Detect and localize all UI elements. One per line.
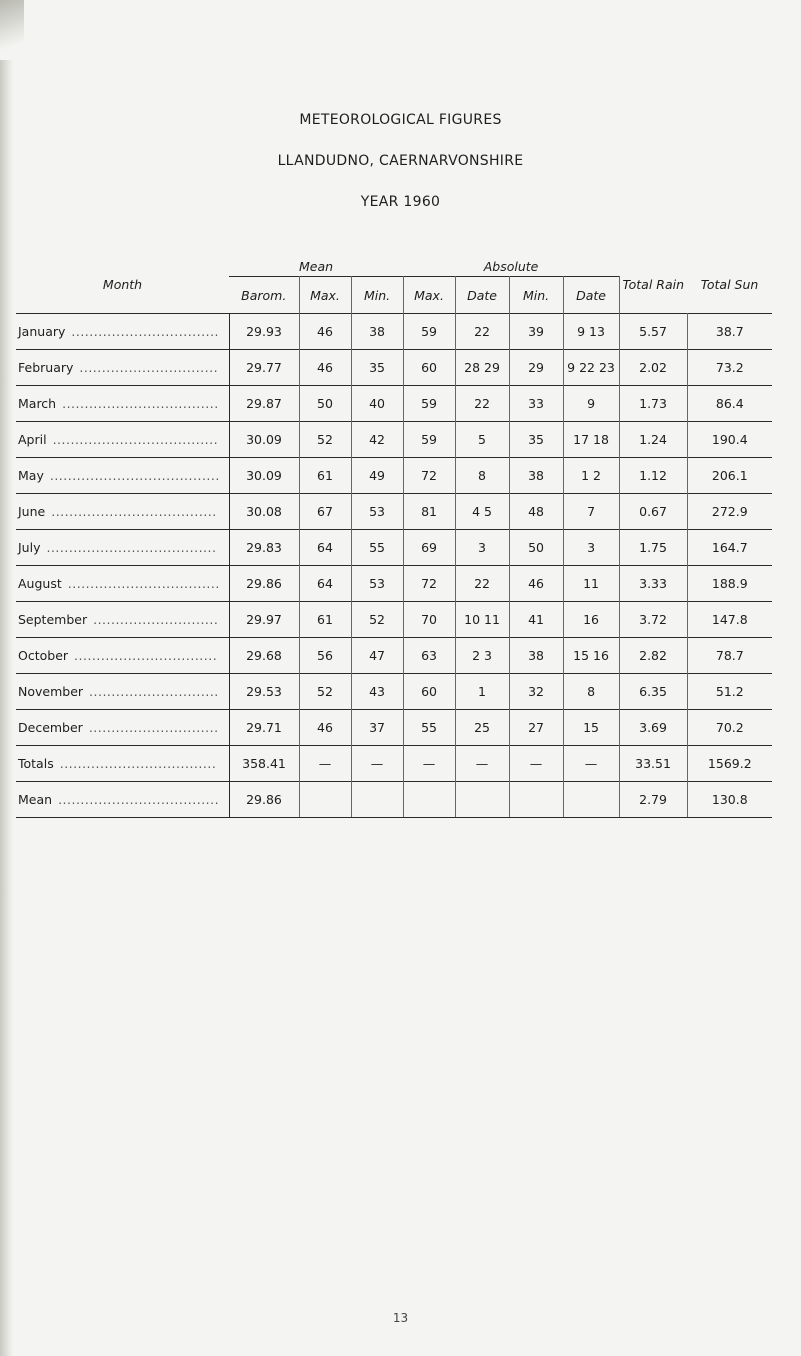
sun-cell: 130.8 — [687, 782, 772, 818]
date2-cell: 11 — [563, 566, 619, 602]
sun-cell: 78.7 — [687, 638, 772, 674]
mean-max-header: Max. — [299, 277, 351, 314]
min-cell: 53 — [351, 566, 403, 602]
month-cell — [16, 386, 229, 422]
abs_min-cell: 33 — [509, 386, 563, 422]
date-cell: — — [455, 746, 509, 782]
sun-cell: 70.2 — [687, 710, 772, 746]
abs_min-cell: 50 — [509, 530, 563, 566]
date-cell: 4 5 — [455, 494, 509, 530]
date2-cell: 1 2 — [563, 458, 619, 494]
max-cell: 67 — [299, 494, 351, 530]
month-cell — [16, 350, 229, 386]
leader-dots: ................................ — [74, 648, 218, 663]
sun-cell: 51.2 — [687, 674, 772, 710]
abs_min-cell: 27 — [509, 710, 563, 746]
abs_max-cell: 60 — [403, 350, 455, 386]
rain-cell: 1.24 — [619, 422, 687, 458]
rain-cell: 2.82 — [619, 638, 687, 674]
month-label: February — [18, 360, 74, 375]
date2-cell: 9 22 23 — [563, 350, 619, 386]
abs_max-cell: 59 — [403, 386, 455, 422]
leader-dots: .................................. — [67, 576, 220, 591]
leader-dots: ...................................... — [46, 540, 217, 555]
max-cell — [299, 782, 351, 818]
min-cell: 55 — [351, 530, 403, 566]
sun-cell: 164.7 — [687, 530, 772, 566]
abs_min-cell: 39 — [509, 314, 563, 350]
max-cell: 61 — [299, 602, 351, 638]
abs_min-cell: — — [509, 746, 563, 782]
barom-cell: 29.86 — [229, 782, 299, 818]
leader-dots: ............................ — [93, 612, 219, 627]
month-label: June — [18, 504, 46, 519]
abs_max-cell: 55 — [403, 710, 455, 746]
date2-cell: 16 — [563, 602, 619, 638]
rain-cell: 5.57 — [619, 314, 687, 350]
min-cell: 53 — [351, 494, 403, 530]
max-cell: 52 — [299, 674, 351, 710]
abs_min-cell: 38 — [509, 458, 563, 494]
min-cell: 42 — [351, 422, 403, 458]
total-rain-header: Total Rain — [622, 277, 685, 292]
date-cell: 2 3 — [455, 638, 509, 674]
min-cell: 52 — [351, 602, 403, 638]
total-sun-header: Total Sun — [700, 277, 759, 292]
barom-cell: 29.77 — [229, 350, 299, 386]
table-body — [16, 314, 772, 818]
abs_min-cell: 32 — [509, 674, 563, 710]
date-cell: 8 — [455, 458, 509, 494]
barom-cell: 29.97 — [229, 602, 299, 638]
abs-min-header: Min. — [509, 277, 563, 314]
month-label: July — [18, 540, 41, 555]
table-row — [16, 350, 772, 386]
table-row — [16, 314, 772, 350]
abs_min-cell: 41 — [509, 602, 563, 638]
abs_max-cell: 63 — [403, 638, 455, 674]
table-row — [16, 530, 772, 566]
mean-group-header: Mean — [298, 258, 334, 274]
date2-cell: 15 16 — [563, 638, 619, 674]
min-cell: 49 — [351, 458, 403, 494]
min-cell: 37 — [351, 710, 403, 746]
month-cell — [16, 602, 229, 638]
month-label: May — [18, 468, 44, 483]
leader-dots: ............................. — [89, 684, 219, 699]
date2-cell — [563, 782, 619, 818]
month-cell — [16, 746, 229, 782]
month-label: Mean — [18, 792, 53, 807]
table-row — [16, 746, 772, 782]
barom-cell: 29.68 — [229, 638, 299, 674]
barom-cell: 29.53 — [229, 674, 299, 710]
month-cell — [16, 530, 229, 566]
rain-cell: 3.33 — [619, 566, 687, 602]
location-subtitle: LLANDUDNO, CAERNARVONSHIRE — [277, 153, 524, 169]
meteorological-table — [16, 256, 772, 818]
leader-dots: ..................................... — [52, 432, 219, 447]
abs_min-cell: 48 — [509, 494, 563, 530]
date-cell: 25 — [455, 710, 509, 746]
date2-cell: — — [563, 746, 619, 782]
barom-cell: 30.09 — [229, 458, 299, 494]
month-cell — [16, 314, 229, 350]
barom-cell: 29.86 — [229, 566, 299, 602]
abs_max-cell: 59 — [403, 422, 455, 458]
max-cell: 52 — [299, 422, 351, 458]
date2-cell: 15 — [563, 710, 619, 746]
month-label: September — [18, 612, 88, 627]
table-row — [16, 494, 772, 530]
date-cell: 28 29 — [455, 350, 509, 386]
abs_min-cell: 46 — [509, 566, 563, 602]
abs-min-date-header: Date — [563, 277, 619, 314]
abs_max-cell: 72 — [403, 566, 455, 602]
barom-cell: 30.08 — [229, 494, 299, 530]
abs_max-cell: 81 — [403, 494, 455, 530]
max-cell: 56 — [299, 638, 351, 674]
barom-cell: 29.87 — [229, 386, 299, 422]
table-row — [16, 710, 772, 746]
date-cell: 1 — [455, 674, 509, 710]
table-row — [16, 566, 772, 602]
abs_max-cell: — — [403, 746, 455, 782]
month-label: January — [18, 324, 66, 339]
date2-cell: 8 — [563, 674, 619, 710]
table-row — [16, 386, 772, 422]
max-cell: 46 — [299, 710, 351, 746]
abs_min-cell: 38 — [509, 638, 563, 674]
date-cell: 10 11 — [455, 602, 509, 638]
max-cell: 50 — [299, 386, 351, 422]
max-cell: — — [299, 746, 351, 782]
date-cell: 22 — [455, 566, 509, 602]
abs-max-header: Max. — [403, 277, 455, 314]
abs_min-cell — [509, 782, 563, 818]
max-cell: 64 — [299, 530, 351, 566]
table-row — [16, 458, 772, 494]
rain-cell: 0.67 — [619, 494, 687, 530]
min-cell: 40 — [351, 386, 403, 422]
page-number: 13 — [392, 1311, 409, 1325]
leader-dots: ............................. — [88, 720, 219, 735]
table-row — [16, 674, 772, 710]
barom-cell: 29.71 — [229, 710, 299, 746]
month-cell — [16, 458, 229, 494]
min-cell: 47 — [351, 638, 403, 674]
month-label: November — [18, 684, 84, 699]
table-row — [16, 602, 772, 638]
date2-cell: 9 — [563, 386, 619, 422]
month-cell — [16, 494, 229, 530]
rain-cell: 1.73 — [619, 386, 687, 422]
month-cell — [16, 674, 229, 710]
abs_max-cell — [403, 782, 455, 818]
sun-cell: 272.9 — [687, 494, 772, 530]
leader-dots: ..................................... — [51, 504, 217, 519]
abs_max-cell: 60 — [403, 674, 455, 710]
month-cell — [16, 710, 229, 746]
month-label: October — [18, 648, 69, 663]
sun-cell: 206.1 — [687, 458, 772, 494]
barom-cell: 29.93 — [229, 314, 299, 350]
month-label: Totals — [18, 756, 54, 771]
table-row — [16, 422, 772, 458]
abs-max-date-header: Date — [455, 277, 509, 314]
date-cell: 22 — [455, 314, 509, 350]
sun-cell: 147.8 — [687, 602, 772, 638]
table-row — [16, 782, 772, 818]
leader-dots: ................................... — [62, 396, 219, 411]
mean-min-header: Min. — [351, 277, 403, 314]
date-cell: 22 — [455, 386, 509, 422]
year-line: YEAR 1960 — [360, 194, 441, 210]
absolute-group-header: Absolute — [483, 258, 539, 274]
rain-cell: 1.75 — [619, 530, 687, 566]
date-cell: 5 — [455, 422, 509, 458]
month-cell — [16, 638, 229, 674]
date2-cell: 17 18 — [563, 422, 619, 458]
rain-cell: 2.02 — [619, 350, 687, 386]
max-cell: 64 — [299, 566, 351, 602]
max-cell: 46 — [299, 314, 351, 350]
month-cell — [16, 422, 229, 458]
barom-cell: 358.41 — [229, 746, 299, 782]
month-cell — [16, 782, 229, 818]
abs_max-cell: 59 — [403, 314, 455, 350]
date-cell — [455, 782, 509, 818]
abs_max-cell: 70 — [403, 602, 455, 638]
barom-header: Barom. — [229, 277, 299, 314]
sun-cell: 38.7 — [687, 314, 772, 350]
date-cell: 3 — [455, 530, 509, 566]
leader-dots: ...................................... — [49, 468, 220, 483]
date2-cell: 7 — [563, 494, 619, 530]
month-label: March — [18, 396, 57, 411]
sun-cell: 1569.2 — [687, 746, 772, 782]
month-cell — [16, 566, 229, 602]
month-label: December — [18, 720, 83, 735]
leader-dots: .................................... — [58, 792, 220, 807]
month-label: April — [18, 432, 47, 447]
rain-cell: 33.51 — [619, 746, 687, 782]
rain-cell: 1.12 — [619, 458, 687, 494]
barom-cell: 30.09 — [229, 422, 299, 458]
max-cell: 61 — [299, 458, 351, 494]
abs_max-cell: 69 — [403, 530, 455, 566]
leader-dots: ................................... — [59, 756, 217, 771]
leader-dots: ................................. — [71, 324, 220, 339]
abs_min-cell: 29 — [509, 350, 563, 386]
rain-cell: 3.72 — [619, 602, 687, 638]
page-corner-shadow — [0, 0, 24, 60]
sun-cell: 86.4 — [687, 386, 772, 422]
table-row — [16, 638, 772, 674]
rain-cell: 3.69 — [619, 710, 687, 746]
header-row-groups — [16, 256, 772, 277]
sun-cell: 188.9 — [687, 566, 772, 602]
min-cell: — — [351, 746, 403, 782]
sun-cell: 190.4 — [687, 422, 772, 458]
min-cell: 35 — [351, 350, 403, 386]
month-label: August — [18, 576, 62, 591]
month-header: Month — [102, 277, 143, 292]
min-cell — [351, 782, 403, 818]
max-cell: 46 — [299, 350, 351, 386]
barom-cell: 29.83 — [229, 530, 299, 566]
date2-cell: 9 13 — [563, 314, 619, 350]
rain-cell: 2.79 — [619, 782, 687, 818]
leader-dots: ............................... — [79, 360, 219, 375]
abs_max-cell: 72 — [403, 458, 455, 494]
abs_min-cell: 35 — [509, 422, 563, 458]
page-title: METEOROLOGICAL FIGURES — [299, 112, 502, 128]
rain-cell: 6.35 — [619, 674, 687, 710]
min-cell: 38 — [351, 314, 403, 350]
date2-cell: 3 — [563, 530, 619, 566]
min-cell: 43 — [351, 674, 403, 710]
sun-cell: 73.2 — [687, 350, 772, 386]
